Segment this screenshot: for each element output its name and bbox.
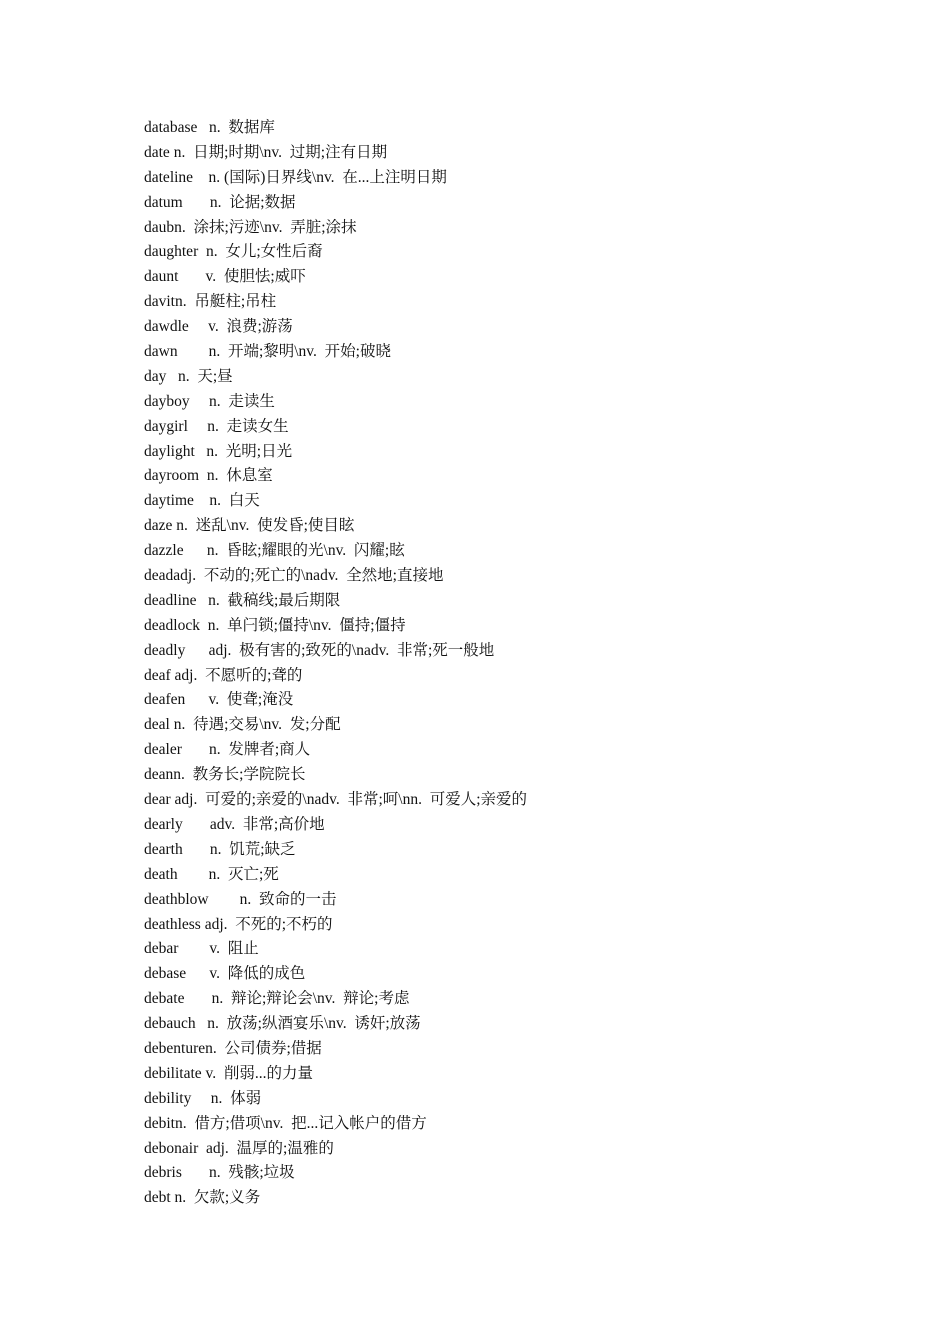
vocabulary-entry: debate n. 辩论;辩论会\nv. 辩论;考虑 [144, 990, 410, 1008]
vocabulary-entry: daze n. 迷乱\nv. 使发昏;使目眩 [144, 517, 355, 535]
vocabulary-entry: deathless adj. 不死的;不朽的 [144, 915, 333, 933]
vocabulary-entry: debase v. 降低的成色 [144, 965, 306, 983]
vocabulary-entry: dawn n. 开端;黎明\nv. 开始;破晓 [144, 343, 391, 361]
vocabulary-entry: dayboy n. 走读生 [144, 392, 275, 410]
vocabulary-entry: debenturen. 公司债券;借据 [144, 1039, 322, 1057]
vocabulary-entry: deafen v. 使聋;淹没 [144, 691, 294, 709]
vocabulary-entry: debonair adj. 温厚的;温雅的 [144, 1139, 334, 1157]
vocabulary-entry: deann. 教务长;学院院长 [144, 766, 306, 784]
vocabulary-entry: daughter n. 女儿;女性后裔 [144, 243, 323, 261]
vocabulary-entry: debitn. 借方;借项\nv. 把...记入帐户的借方 [144, 1114, 427, 1132]
vocabulary-entry: dearth n. 饥荒;缺乏 [144, 840, 296, 858]
vocabulary-entry: daytime n. 白天 [144, 492, 260, 510]
vocabulary-entry: dealer n. 发牌者;商人 [144, 741, 311, 759]
vocabulary-entry: debris n. 残骸;垃圾 [144, 1164, 295, 1182]
vocabulary-entry: database n. 数据库 [144, 119, 275, 136]
vocabulary-entry: deathblow n. 致命的一击 [144, 890, 337, 908]
vocabulary-entry: dateline n. (国际)日界线\nv. 在...上注明日期 [144, 168, 447, 186]
vocabulary-entry: debility n. 体弱 [144, 1089, 262, 1107]
vocabulary-entry: deadadj. 不动的;死亡的\nadv. 全然地;直接地 [144, 567, 444, 585]
vocabulary-entry: debilitate v. 削弱...的力量 [144, 1064, 314, 1082]
vocabulary-entry: day n. 天;昼 [144, 367, 233, 385]
vocabulary-entry: dazzle n. 昏眩;耀眼的光\nv. 闪耀;眩 [144, 542, 405, 560]
vocabulary-entry: daubn. 涂抹;污迹\nv. 弄脏;涂抹 [144, 218, 357, 236]
vocabulary-entry: davitn. 吊艇柱;吊柱 [144, 293, 277, 311]
vocabulary-entry: deadly adj. 极有害的;致死的\nadv. 非常;死一般地 [144, 641, 495, 659]
vocabulary-entry: debt n. 欠款;义务 [144, 1189, 261, 1207]
vocabulary-entry: date n. 日期;时期\nv. 过期;注有日期 [144, 143, 388, 161]
vocabulary-entry: debar v. 阻止 [144, 940, 259, 958]
vocabulary-entry: dear adj. 可爱的;亲爱的\nadv. 非常;呵\nn. 可爱人;亲爱的 [144, 791, 528, 809]
vocabulary-entry: dayroom n. 休息室 [144, 467, 273, 485]
vocabulary-entry: daunt v. 使胆怯;威吓 [144, 268, 306, 286]
vocabulary-entry: deadlock n. 单闩锁;僵持\nv. 僵持;僵持 [144, 616, 406, 634]
vocabulary-entry: dawdle v. 浪费;游荡 [144, 318, 293, 336]
vocabulary-entry: daygirl n. 走读女生 [144, 417, 289, 435]
vocabulary-entry: death n. 灭亡;死 [144, 865, 279, 883]
vocabulary-entry: deaf adj. 不愿听的;聋的 [144, 666, 303, 684]
vocabulary-entry: datum n. 论据;数据 [144, 193, 296, 211]
vocabulary-list [144, 116, 527, 1211]
vocabulary-entry: deal n. 待遇;交易\nv. 发;分配 [144, 716, 341, 734]
vocabulary-entry: daylight n. 光明;日光 [144, 442, 293, 460]
vocabulary-entry: dearly adv. 非常;高价地 [144, 815, 325, 833]
vocabulary-entry: deadline n. 截稿线;最后期限 [144, 591, 341, 609]
vocabulary-entry: debauch n. 放荡;纵酒宴乐\nv. 诱奸;放荡 [144, 1015, 421, 1033]
